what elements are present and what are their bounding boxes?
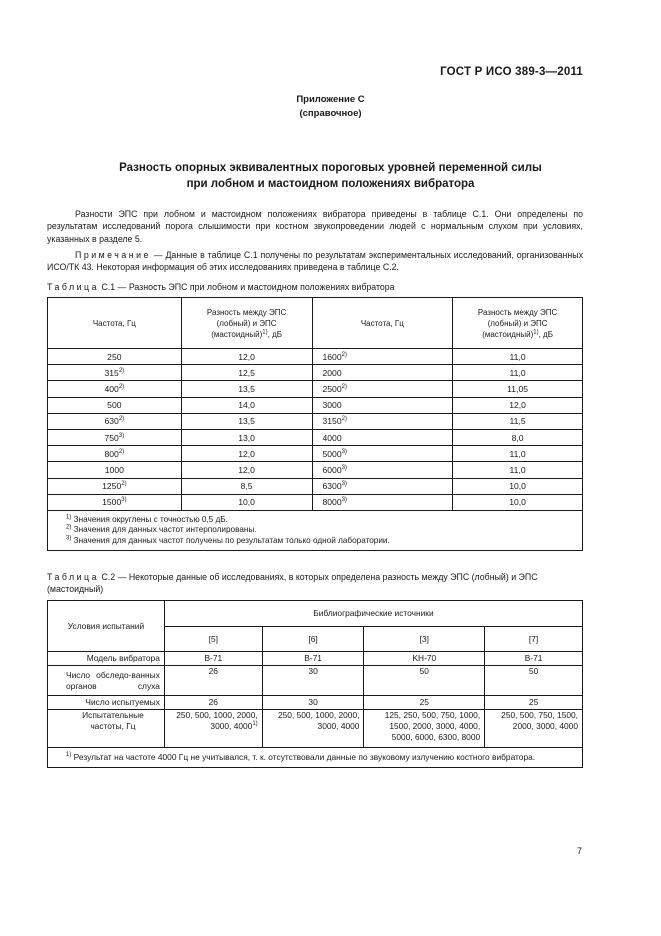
table-1-cell: 500: [48, 397, 182, 413]
table-1-cell: 12,5: [181, 365, 312, 381]
table-1-cell: 10,0: [453, 478, 583, 494]
table-1-cell: 8,0: [453, 429, 583, 445]
table-1-cell: 11,0: [453, 365, 583, 381]
table-2-cell: B-71: [485, 652, 583, 666]
table-1-cell: 11,0: [453, 462, 583, 478]
table-1-row: [48, 429, 583, 445]
table-2-label: Таблица: [47, 572, 99, 582]
table-2-row-organs: [48, 666, 583, 696]
table-2-row-label: Число испытуемых: [48, 696, 165, 710]
table-2: [47, 600, 583, 768]
table-1-row: [48, 381, 583, 397]
table-1-cell: 250: [48, 349, 182, 365]
table-1-cell: 800$^{2)}$: [48, 446, 182, 462]
table-2-ref: [5]: [164, 627, 262, 652]
table-1-row: [48, 413, 583, 429]
table-1-cell: 400$^{2)}$: [48, 381, 182, 397]
table-1-header-difference: Разность между ЭПС (лобный) и ЭПС (мастоидный)$^{1)}$, дБ: [181, 298, 312, 349]
table-1-footnotes-row: [48, 510, 583, 551]
table-2-header-conditions: Условия испытаний: [48, 601, 165, 652]
table-1-cell: 3150$^{2)}$: [312, 413, 453, 429]
table-1-cell: 1600$^{2)}$: [312, 349, 453, 365]
table-2-header-row: [48, 601, 583, 627]
table-1-header-row: [48, 298, 583, 349]
table-1-header-frequency: Частота, Гц: [48, 298, 182, 349]
paragraph-1: [47, 208, 583, 245]
paragraph-1-text: Разности ЭПС при лобном и мастоидном положениях вибратора приведены в таблице С.1. Они определены по результатам исследований порога слышимости при костном звукопроведении людей с нормальным слухом при условиях, указанных в разделе 5.: [47, 209, 583, 244]
table-1-caption: [47, 281, 583, 293]
table-2-cell: 26: [164, 696, 262, 710]
table-1-cell: 10,0: [453, 494, 583, 510]
table-1-cell: 11,0: [453, 446, 583, 462]
table-2-cell: 30: [262, 696, 364, 710]
title-line-2: при лобном и мастоидном положениях вибратора: [186, 178, 475, 190]
document-code: ГОСТ Р ИСО 389-3—2011: [440, 66, 583, 78]
table-2-row-model: [48, 652, 583, 666]
table-1-row: [48, 349, 583, 365]
table-2-ref: [3]: [364, 627, 485, 652]
table-2-footnote: $^{1)}$ Результат на частоте 4000 Гц не учитывался, т. к. отсутствовали данные по звуковому излучению костного вибратора.: [48, 748, 583, 768]
table-1-header-frequency-2: Частота, Гц: [312, 298, 453, 349]
table-1-footnote: $^{1)}$ Значения округлены с точностью 0,5 дБ.: [66, 514, 228, 524]
table-1-cell: 13,0: [181, 429, 312, 445]
table-2-cell: 50: [364, 666, 485, 696]
table-2-cell: 26: [164, 666, 262, 696]
table-2-cell: 30: [262, 666, 364, 696]
table-1-cell: 12,0: [181, 446, 312, 462]
table-1-footnote: $^{3)}$ Значения для данных частот получены по результатам только одной лаборатории.: [66, 535, 390, 545]
table-2-ref: [7]: [485, 627, 583, 652]
table-1-cell: 14,0: [181, 397, 312, 413]
table-2-cell: 25: [364, 696, 485, 710]
table-2-cell: 250, 500, 1000, 2000, 3000, 4000$^{1)}$: [164, 710, 262, 748]
table-1-cell: 10,0: [181, 494, 312, 510]
table-1-cell: 12,0: [181, 349, 312, 365]
table-1-cell: 2500$^{2)}$: [312, 381, 453, 397]
table-1-row: [48, 446, 583, 462]
table-1-cell: 630$^{2)}$: [48, 413, 182, 429]
table-1-cell: 13,5: [181, 413, 312, 429]
table-1-cell: 2000: [312, 365, 453, 381]
table-1-cell: 6000$^{3)}$: [312, 462, 453, 478]
table-1-row: [48, 478, 583, 494]
table-1-cell: 5000$^{3)}$: [312, 446, 453, 462]
table-2-footnote-row: [48, 748, 583, 768]
table-2-cell: 250, 500, 1000, 2000, 3000, 4000: [262, 710, 364, 748]
table-1-cell: 1000: [48, 462, 182, 478]
table-2-header-sources: Библиографические источники: [164, 601, 582, 627]
table-1-cell: 750$^{3)}$: [48, 429, 182, 445]
table-1-cell: 3000: [312, 397, 453, 413]
annex-title: Приложение С: [296, 94, 365, 105]
table-1-row: [48, 462, 583, 478]
table-2-row-subjects: [48, 696, 583, 710]
annex-heading: [0, 93, 661, 121]
table-2-cell: B-71: [262, 652, 364, 666]
table-1-cell: 12,0: [181, 462, 312, 478]
page-number: 7: [577, 846, 583, 856]
table-1-header-difference-2: Разность между ЭПС (лобный) и ЭПС (мастоидный)$^{1)}$, дБ: [453, 298, 583, 349]
table-1-cell: 315$^{2)}$: [48, 365, 182, 381]
table-2-caption-text: С.2 — Некоторые данные об исследованиях, в которых определена разность между ЭПС (лобный) и ЭПС (мастоидный): [47, 572, 538, 595]
annex-note: (справочное): [299, 108, 362, 119]
table-1-row: [48, 397, 583, 413]
paragraph-note: [47, 249, 583, 274]
title-line-1: Разность опорных эквивалентных пороговых уровней переменной силы: [119, 162, 542, 174]
table-2-cell: B-71: [164, 652, 262, 666]
section-title: [0, 160, 661, 192]
table-1-cell: 11,5: [453, 413, 583, 429]
table-1-cell: 1250$^{2)}$: [48, 478, 182, 494]
table-1-cell: 8,5: [181, 478, 312, 494]
table-2-ref: [6]: [262, 627, 364, 652]
table-1-footnote: $^{2)}$ Значения для данных частот интерполированы.: [66, 524, 257, 535]
table-1-caption-text: С.1 — Разность ЭПС при лобном и мастоидном положениях вибратора: [99, 282, 395, 292]
table-1-cell: 13,5: [181, 381, 312, 397]
table-2-cell: 50: [485, 666, 583, 696]
table-1-cell: 12,0: [453, 397, 583, 413]
note-text: — Данные в таблице С.1 получены по результатам экспериментальных исследований, организованных ИСО/ТК 43. Некоторая информация об этих исследованиях приведена в таблице С.2.: [47, 250, 583, 273]
table-2-row-label: Число обследо-ванных органов слуха: [48, 666, 165, 696]
table-1-cell: 8000$^{3)}$: [312, 494, 453, 510]
table-2-row-label: Испытательные частоты, Гц: [48, 710, 165, 748]
table-1-footnotes: [48, 510, 583, 551]
note-label: Примечание: [75, 250, 151, 260]
table-1: [47, 297, 583, 551]
table-1-cell: 4000: [312, 429, 453, 445]
table-1-cell: 6300$^{3)}$: [312, 478, 453, 494]
table-2-cell: KH-70: [364, 652, 485, 666]
table-1-cell: 11,05: [453, 381, 583, 397]
table-2-cell: 25: [485, 696, 583, 710]
table-2-row-frequencies: [48, 710, 583, 748]
table-1-row: [48, 365, 583, 381]
table-2-cell: 250, 500, 750, 1500, 2000, 3000, 4000: [485, 710, 583, 748]
table-1-label: Таблица: [47, 282, 99, 292]
table-2-caption: [47, 571, 583, 596]
table-2-cell: 125, 250, 500, 750, 1000, 1500, 2000, 3000, 4000, 5000, 6000, 6300, 8000: [364, 710, 485, 748]
table-1-row: [48, 494, 583, 510]
table-1-cell: 1500$^{3)}$: [48, 494, 182, 510]
table-1-cell: 11,0: [453, 349, 583, 365]
table-2-row-label: Модель вибратора: [48, 652, 165, 666]
